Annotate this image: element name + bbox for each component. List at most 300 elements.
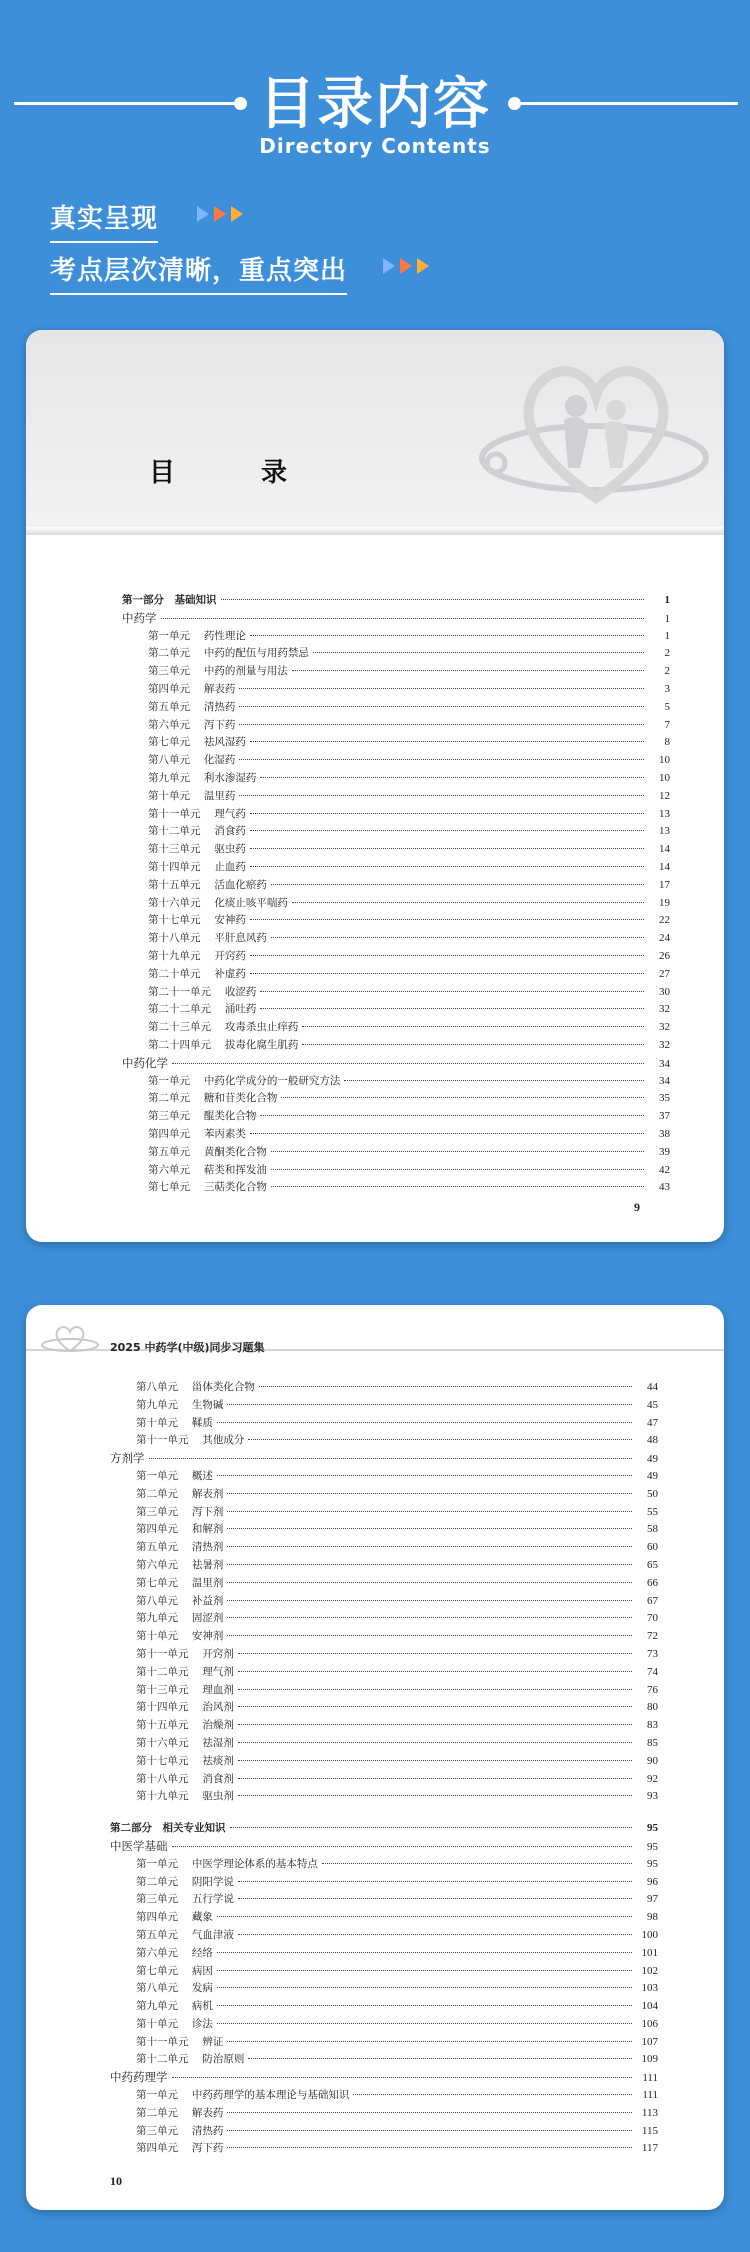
toc-entry-title: 第四单元 泻下药 <box>136 2142 224 2155</box>
toc-entry-page: 49 <box>647 1453 658 1466</box>
toc-entry <box>122 1037 670 1055</box>
leader-dots <box>239 795 644 796</box>
toc-entry-page: 38 <box>659 1127 670 1140</box>
toc-entry-page: 97 <box>647 1893 658 1906</box>
toc-entry-title: 第十七单元 安神药 <box>148 914 246 927</box>
toc-entry <box>122 770 670 788</box>
page-number: 9 <box>634 1200 640 1214</box>
toc-entry-title: 第十单元 安神剂 <box>136 1630 224 1643</box>
toc-entry-title: 第九单元 利水渗湿药 <box>148 771 257 784</box>
leader-dots <box>250 813 644 814</box>
toc-entry-title: 第十六单元 祛湿剂 <box>136 1736 234 1749</box>
book-page-2 <box>26 1305 724 2210</box>
toc-entry-title: 第十五单元 活血化瘀药 <box>148 878 267 891</box>
toc-entry-page: 65 <box>647 1558 658 1571</box>
toc-entry <box>122 592 670 610</box>
leader-dots <box>227 1564 632 1565</box>
leader-dots <box>239 724 644 725</box>
feature-tag-1-label: 真实呈现 <box>50 204 159 234</box>
toc-entry-page: 60 <box>647 1541 658 1554</box>
toc-entry-page: 2 <box>664 665 670 678</box>
toc-entry-title: 第二部分 相关专业知识 <box>110 1822 226 1835</box>
toc-entry-title: 第一部分 基础知识 <box>122 594 217 606</box>
leader-dots <box>292 670 644 671</box>
toc-entry-title: 第三单元 泻下剂 <box>136 1505 224 1518</box>
leader-dots <box>250 866 644 867</box>
toc-entry-page: 2 <box>664 647 670 660</box>
toc-entry-page: 26 <box>659 949 670 962</box>
leader-dots <box>344 1080 644 1081</box>
toc-entry <box>122 699 670 717</box>
toc-entry-title: 第一单元 概述 <box>136 1469 213 1482</box>
leader-dots <box>248 2058 632 2059</box>
leader-dots <box>227 1582 632 1583</box>
toc-entry-page: 55 <box>647 1505 658 1518</box>
running-header <box>26 1305 724 1365</box>
leader-dots <box>353 2094 632 2095</box>
leader-dots <box>260 1115 644 1116</box>
toc-entry <box>110 1735 658 1753</box>
leader-dots <box>161 618 645 619</box>
toc-entry <box>122 788 670 806</box>
leader-dots <box>227 2041 632 2042</box>
leader-dots <box>227 2112 632 2113</box>
toc-entry-page: 13 <box>659 807 670 820</box>
toc-entry-title: 第十四单元 止血药 <box>148 860 246 873</box>
toc-entry-title: 第十单元 温里药 <box>148 789 236 802</box>
toc-entry-page: 90 <box>647 1754 658 1767</box>
toc-entry <box>122 1108 670 1126</box>
toc-entry <box>122 1055 670 1073</box>
toc-entry <box>110 2051 658 2069</box>
toc-entry-page: 43 <box>659 1181 670 1194</box>
toc-entry <box>122 681 670 699</box>
leader-dots <box>172 1063 644 1064</box>
toc-entry <box>110 1771 658 1789</box>
toc-entry <box>110 1379 658 1397</box>
toc-entry <box>110 1539 658 1557</box>
toc-entry <box>110 1521 658 1539</box>
toc-entry-page: 13 <box>659 825 670 838</box>
leader-dots <box>217 1987 632 1988</box>
leader-dots <box>227 1528 632 1529</box>
leader-dots <box>248 1439 632 1440</box>
section-title: 目录内容 <box>259 72 491 137</box>
arrow-triplet-icon <box>192 206 243 222</box>
leader-dots <box>238 1881 632 1882</box>
toc-entry <box>110 1557 658 1575</box>
toc-entry-title: 第十一单元 其他成分 <box>136 1434 245 1447</box>
toc-list <box>110 1379 658 2158</box>
toc-entry <box>122 806 670 824</box>
toc-entry-title: 第九单元 生物碱 <box>136 1398 224 1411</box>
leader-dots <box>238 1671 632 1672</box>
toc-entry-title: 第二十三单元 攻毒杀虫止痒药 <box>148 1021 299 1034</box>
toc-entry-title: 第六单元 萜类和挥发油 <box>148 1163 267 1176</box>
toc-entry-page: 32 <box>659 1038 670 1051</box>
toc-entry-title: 第十七单元 祛痰剂 <box>136 1754 234 1767</box>
toc-entry-page: 19 <box>659 896 670 909</box>
leader-dots <box>227 2147 632 2148</box>
toc-entry-title: 第六单元 泻下药 <box>148 718 236 731</box>
toc-entry <box>122 984 670 1002</box>
toc-entry-title: 第一单元 中药药理学的基本理论与基础知识 <box>136 2089 350 2102</box>
toc-entry-page: 115 <box>641 2124 658 2137</box>
toc-entry-page: 111 <box>642 2089 658 2102</box>
toc-entry <box>110 1945 658 1963</box>
toc-entry-title: 第一单元 药性理论 <box>148 629 246 642</box>
toc-entry-page: 72 <box>647 1630 658 1643</box>
toc-entry-title: 第二十四单元 拔毒化腐生肌药 <box>148 1038 299 1051</box>
toc-entry <box>110 1856 658 1874</box>
toc-entry-title: 第十二单元 消食药 <box>148 825 246 838</box>
toc-entry-page: 17 <box>659 878 670 891</box>
toc-entry-title: 第十一单元 辨证 <box>136 2035 224 2048</box>
toc-entry <box>110 1891 658 1909</box>
toc-entry-title: 第十八单元 平肝息风药 <box>148 932 267 945</box>
toc-entry-title: 第一单元 中医学理论体系的基本特点 <box>136 1857 318 1870</box>
toc-entry-title: 第六单元 经络 <box>136 1946 213 1959</box>
toc-entry-page: 47 <box>647 1416 658 1429</box>
toc-entry <box>110 1717 658 1735</box>
toc-entry <box>122 1126 670 1144</box>
toc-entry-title: 第十九单元 驱虫剂 <box>136 1790 234 1803</box>
toc-entry-title: 第十一单元 理气药 <box>148 807 246 820</box>
toc-entry <box>122 1090 670 1108</box>
toc-entry <box>110 1909 658 1927</box>
toc-entry <box>122 895 670 913</box>
leader-dots <box>250 741 644 742</box>
leader-dots <box>238 1760 632 1761</box>
toc-entry-page: 27 <box>659 967 670 980</box>
toc-entry <box>110 2105 658 2123</box>
toc-entry-page: 24 <box>659 932 670 945</box>
leader-dots <box>260 991 644 992</box>
promo-header <box>0 0 750 300</box>
leader-dots <box>250 830 644 831</box>
toc-entry <box>122 628 670 646</box>
toc-entry-page: 1 <box>664 629 670 642</box>
toc-entry <box>110 1415 658 1433</box>
toc-entry-page: 48 <box>647 1434 658 1447</box>
toc-entry <box>122 1144 670 1162</box>
toc-entry-title: 第十二单元 防治原则 <box>136 2053 245 2066</box>
toc-entry <box>122 752 670 770</box>
toc-entry-page: 100 <box>641 1928 658 1941</box>
toc-entry <box>110 2087 658 2105</box>
feature-tag-1-underline <box>50 241 158 243</box>
feature-tag-1 <box>50 198 158 243</box>
toc-entry <box>110 1820 658 1838</box>
toc-entry <box>122 1179 670 1197</box>
toc-entry-page: 98 <box>647 1911 658 1924</box>
toc-entry <box>110 1998 658 2016</box>
toc-entry <box>110 1980 658 1998</box>
toc-entry <box>110 1664 658 1682</box>
toc-entry <box>122 1073 670 1091</box>
leader-dots <box>292 902 644 903</box>
family-heart-logo-icon <box>476 348 716 518</box>
book-page-1 <box>26 330 724 1242</box>
feature-tag-2 <box>50 250 347 295</box>
leader-dots <box>250 955 644 956</box>
toc-entry-page: 67 <box>647 1594 658 1607</box>
leader-dots <box>238 1898 632 1899</box>
toc-entry <box>110 1682 658 1700</box>
toc-entry <box>110 1432 658 1450</box>
toc-entry <box>110 1874 658 1892</box>
toc-entry-page: 76 <box>647 1683 658 1696</box>
toc-entry <box>110 1397 658 1415</box>
toc-entry-page: 34 <box>659 1057 670 1070</box>
toc-entry <box>122 823 670 841</box>
toc-entry <box>122 859 670 877</box>
toc-heading: 目 录 <box>149 458 318 488</box>
toc-entry-page: 8 <box>664 736 670 749</box>
toc-entry-title: 第二单元 糖和苷类化合物 <box>148 1092 278 1105</box>
toc-entry-title: 第十四单元 治风剂 <box>136 1701 234 1714</box>
toc-entry <box>122 734 670 752</box>
leader-dots <box>217 2023 632 2024</box>
leader-dots <box>217 1422 632 1423</box>
page-number: 10 <box>110 2174 122 2188</box>
leader-dots <box>238 1724 632 1725</box>
toc-entry-title: 第三单元 中药的剂量与用法 <box>148 665 288 678</box>
toc-entry-title: 第五单元 清热剂 <box>136 1541 224 1554</box>
leader-dots <box>221 599 645 600</box>
toc-entry <box>122 1019 670 1037</box>
leader-dots <box>322 1863 632 1864</box>
toc-entry-page: 85 <box>647 1736 658 1749</box>
toc-entry-title: 第四单元 藏象 <box>136 1911 213 1924</box>
toc-entry-title: 第三单元 醌类化合物 <box>148 1110 257 1123</box>
toc-entry-title: 第七单元 祛风湿药 <box>148 736 246 749</box>
leader-dots <box>227 1617 632 1618</box>
leader-dots <box>238 1778 632 1779</box>
toc-entry <box>122 610 670 628</box>
toc-entry-title: 第十九单元 开窍药 <box>148 949 246 962</box>
toc-entry-title: 第二十一单元 收涩药 <box>148 985 257 998</box>
toc-entry <box>110 1468 658 1486</box>
toc-entry-title: 第二单元 阴阳学说 <box>136 1875 234 1888</box>
toc-entry-title: 第二单元 解表剂 <box>136 1487 224 1500</box>
toc-entry-title: 第七单元 病因 <box>136 1964 213 1977</box>
leader-dots <box>227 1600 632 1601</box>
toc-entry-page: 109 <box>641 2053 658 2066</box>
toc-entry-title: 第三单元 清热药 <box>136 2124 224 2137</box>
leader-dots <box>271 884 644 885</box>
leader-dots <box>217 1952 632 1953</box>
toc-entry-page: 95 <box>647 1840 658 1853</box>
toc-entry <box>110 2069 658 2087</box>
toc-entry-page: 83 <box>647 1719 658 1732</box>
toc-entry <box>110 1628 658 1646</box>
arrow-triplet-icon <box>378 258 429 274</box>
leader-dots <box>217 1475 632 1476</box>
toc-entry <box>110 2123 658 2141</box>
toc-entry-page: 70 <box>647 1612 658 1625</box>
toc-entry-title: 第二十单元 补虚药 <box>148 967 246 980</box>
toc-entry-title: 第十八单元 消食剂 <box>136 1772 234 1785</box>
toc-entry <box>110 1486 658 1504</box>
leader-dots <box>260 777 644 778</box>
leader-dots <box>238 1795 632 1796</box>
leader-dots <box>250 635 644 636</box>
leader-dots <box>172 1846 633 1847</box>
leader-dots <box>271 1169 644 1170</box>
leader-dots <box>281 1097 644 1098</box>
leader-dots <box>302 1044 644 1045</box>
toc-entry-title: 第十三单元 理血剂 <box>136 1683 234 1696</box>
toc-entry-title: 第九单元 病机 <box>136 2000 213 2013</box>
leader-dots <box>238 1653 632 1654</box>
toc-entry-page: 66 <box>647 1576 658 1589</box>
leader-dots <box>259 1386 632 1387</box>
leader-dots <box>260 1008 644 1009</box>
leader-dots <box>239 688 644 689</box>
toc-entry-title: 第八单元 补益剂 <box>136 1594 224 1607</box>
toc-entry-title: 第十一单元 开窍剂 <box>136 1647 234 1660</box>
leader-dots <box>239 759 644 760</box>
toc-entry-page: 73 <box>647 1647 658 1660</box>
toc-entry-title: 中药化学 <box>122 1055 168 1070</box>
leader-dots <box>172 2077 633 2078</box>
toc-entry <box>110 1593 658 1611</box>
leader-dots <box>217 2005 632 2006</box>
toc-entry-title: 方剂学 <box>110 1451 145 1466</box>
toc-entry-page: 113 <box>641 2106 658 2119</box>
leader-dots <box>227 2130 632 2131</box>
toc-entry <box>110 1450 658 1468</box>
toc-entry <box>110 1788 658 1806</box>
leader-dots <box>217 1970 632 1971</box>
toc-entry <box>110 1753 658 1771</box>
toc-entry-page: 42 <box>659 1163 670 1176</box>
toc-entry-title: 第二单元 解表药 <box>136 2106 224 2119</box>
toc-entry-title: 中医学基础 <box>110 1838 168 1853</box>
toc-entry-page: 117 <box>641 2142 658 2155</box>
toc-entry <box>110 1927 658 1945</box>
toc-entry-title: 第三单元 五行学说 <box>136 1893 234 1906</box>
toc-entry-title: 第二十二单元 涌吐药 <box>148 1003 257 1016</box>
toc-entry-page: 32 <box>659 1003 670 1016</box>
toc-entry-page: 37 <box>659 1110 670 1123</box>
toc-entry-page: 3 <box>664 682 670 695</box>
toc-entry-page: 39 <box>659 1145 670 1158</box>
toc-entry <box>110 2034 658 2052</box>
leader-dots <box>238 1689 632 1690</box>
toc-entry-page: 10 <box>659 771 670 784</box>
toc-entry-page: 5 <box>664 700 670 713</box>
toc-entry-page: 103 <box>641 1982 658 1995</box>
toc-entry-page: 45 <box>647 1398 658 1411</box>
leader-dots <box>227 1511 632 1512</box>
toc-entry-page: 32 <box>659 1021 670 1034</box>
toc-entry-title: 第四单元 解表药 <box>148 682 236 695</box>
toc-entry-title: 第十单元 鞣质 <box>136 1416 213 1429</box>
leader-dots <box>238 1934 632 1935</box>
toc-entry-page: 95 <box>647 1822 658 1835</box>
family-heart-logo-icon <box>40 1323 100 1353</box>
toc-entry-page: 1 <box>664 612 670 625</box>
leader-dots <box>271 1186 644 1187</box>
toc-entry <box>122 966 670 984</box>
toc-entry-page: 111 <box>642 2072 658 2085</box>
leader-dots <box>230 1827 633 1828</box>
leader-dots <box>250 1133 644 1134</box>
toc-entry-page: 58 <box>647 1523 658 1536</box>
toc-entry-page: 10 <box>659 754 670 767</box>
toc-entry-page: 35 <box>659 1092 670 1105</box>
toc-entry-title: 中药药理学 <box>110 2070 168 2085</box>
toc-entry-title: 第五单元 气血津液 <box>136 1928 234 1941</box>
leader-dots <box>149 1458 633 1459</box>
toc-entry-title: 第十三单元 驱虫药 <box>148 843 246 856</box>
toc-entry-title: 第六单元 祛暑剂 <box>136 1558 224 1571</box>
toc-entry-title: 第一单元 中药化学成分的一般研究方法 <box>148 1074 341 1087</box>
toc-entry-title: 第八单元 化湿药 <box>148 754 236 767</box>
leader-dots <box>313 652 644 653</box>
toc-entry <box>110 1699 658 1717</box>
toc-entry-title: 第九单元 固涩剂 <box>136 1612 224 1625</box>
leader-dots <box>238 1742 632 1743</box>
toc-entry-title: 第五单元 清热药 <box>148 700 236 713</box>
toc-entry <box>122 877 670 895</box>
toc-entry <box>122 841 670 859</box>
toc-entry-page: 7 <box>664 718 670 731</box>
toc-entry <box>122 1162 670 1180</box>
leader-dots <box>227 1404 632 1405</box>
leader-dots <box>271 1151 644 1152</box>
leader-dots <box>271 937 644 938</box>
toc-entry <box>122 645 670 663</box>
toc-entry-page: 95 <box>647 1857 658 1870</box>
toc-entry <box>122 717 670 735</box>
toc-entry-title: 第十二单元 理气剂 <box>136 1665 234 1678</box>
toc-entry-page: 22 <box>659 914 670 927</box>
toc-entry-page: 12 <box>659 789 670 802</box>
toc-entry-page: 30 <box>659 985 670 998</box>
toc-entry <box>122 1001 670 1019</box>
leader-dots <box>250 973 644 974</box>
leader-dots <box>227 1493 632 1494</box>
toc-entry-page: 92 <box>647 1772 658 1785</box>
leader-dots <box>227 1546 632 1547</box>
toc-entry <box>122 948 670 966</box>
toc-entry <box>110 1575 658 1593</box>
toc-entry-title: 第八单元 发病 <box>136 1982 213 1995</box>
leader-dots <box>250 919 644 920</box>
leader-dots <box>217 1916 632 1917</box>
leader-dots <box>239 706 644 707</box>
toc-entry <box>110 1963 658 1981</box>
toc-entry-page: 106 <box>641 2017 658 2030</box>
leader-dots <box>238 1706 632 1707</box>
toc-entry-title: 第十六单元 化痰止咳平喘药 <box>148 896 288 909</box>
toc-entry-page: 44 <box>647 1381 658 1393</box>
toc-entry-title: 第二单元 中药的配伍与用药禁忌 <box>148 647 309 660</box>
toc-entry <box>122 663 670 681</box>
toc-entry <box>110 1610 658 1628</box>
toc-entry <box>110 1504 658 1522</box>
toc-entry-title: 第七单元 三萜类化合物 <box>148 1181 267 1194</box>
toc-entry <box>122 930 670 948</box>
toc-entry-page: 14 <box>659 843 670 856</box>
toc-entry-page: 101 <box>641 1946 658 1959</box>
toc-entry <box>110 1646 658 1664</box>
toc-entry-title: 第四单元 苯丙素类 <box>148 1127 246 1140</box>
toc-entry-title: 第八单元 甾体类化合物 <box>136 1381 255 1393</box>
